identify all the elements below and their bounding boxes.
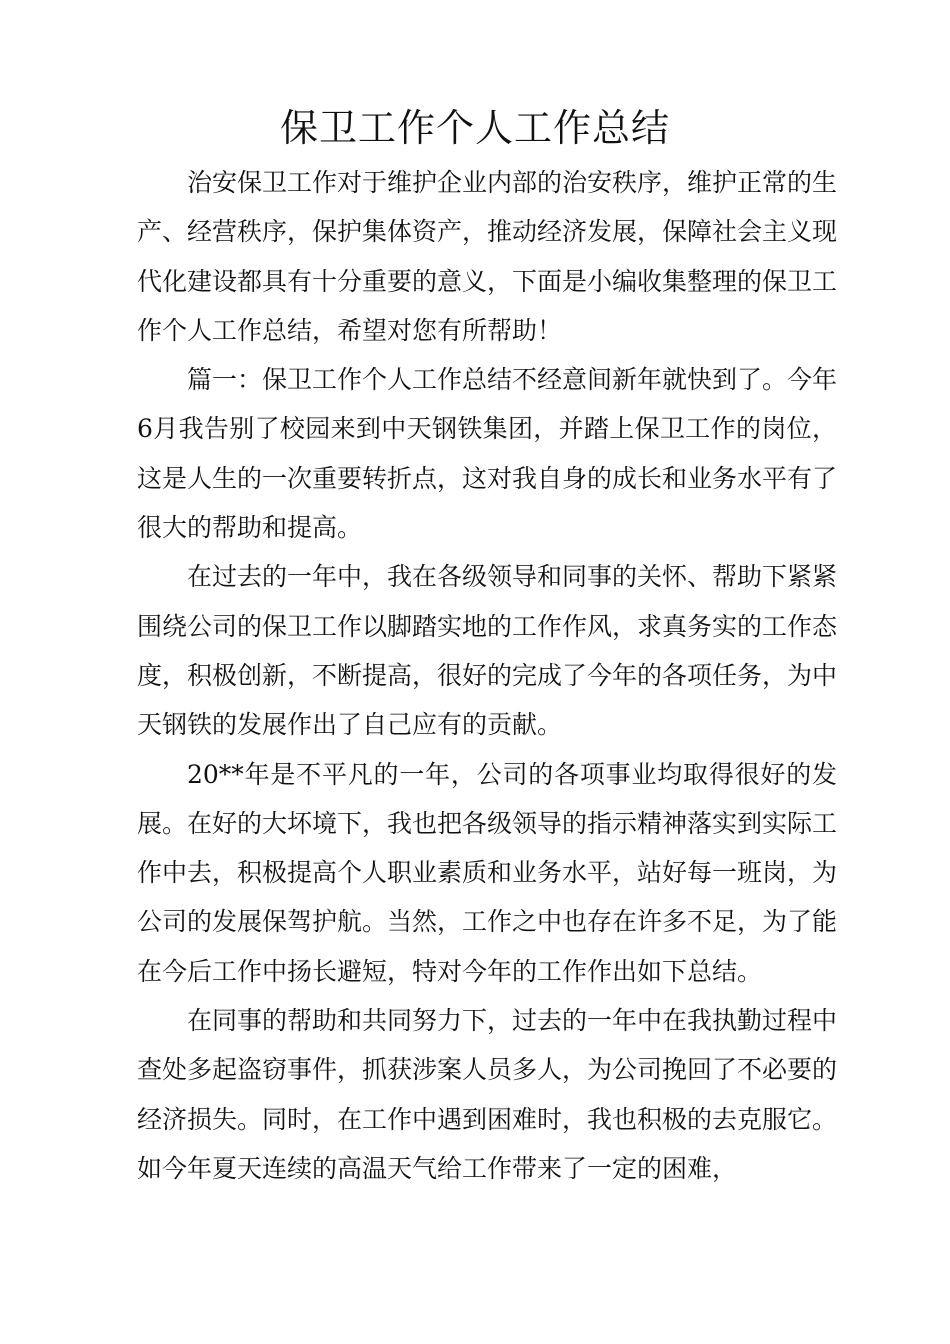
paragraph-past-year: 在过去的一年中，我在各级领导和同事的关怀、帮助下紧紧围绕公司的保卫工作以脚踏实地的工作作风，求真务实的工作态度，积极创新，不断提高，很好的完成了今年的各项任务，为中天钢铁的发展作出了自己应有的贡献。 (137, 562, 838, 740)
document-title: 保卫工作个人工作总结 (279, 106, 670, 150)
paragraph-achievements: 在同事的帮助和共同努力下，过去的一年中在我执勤过程中查处多起盗窃事件，抓获涉案人员多人，为公司挽回了不必要的经济损失。同时，在工作中遇到困难时，我也积极的去克服它。如今年夏天连续的高温天气给工作带来了一定的困难， (137, 1006, 838, 1183)
document-body (137, 158, 837, 1193)
paragraph-part-one: 篇一：保卫工作个人工作总结不经意间新年就快到了。今年6月我告别了校园来到中天钢铁集团，并踏上保卫工作的岗位，这是人生的一次重要转折点，这对我自身的成长和业务水平有了很大的帮助和提高。 (137, 365, 838, 543)
paragraph-year-summary: 20**年是不平凡的一年，公司的各项事业均取得很好的发展。在好的大坏境下，我也把各级领导的指示精神落实到实际工作中去，积极提高个人职业素质和业务水平，站好每一班岗，为公司的发展保驾护航。当然，工作之中也存在许多不足，为了能在今后工作中扬长避短，特对今年的工作作出如下总结。 (137, 759, 838, 986)
paragraph-intro: 治安保卫工作对于维护企业内部的治安秩序，维护正常的生产、经营秩序，保护集体资产，推动经济发展，保障社会主义现代化建设都具有十分重要的意义，下面是小编收集整理的保卫工作个人工作总结，希望对您有所帮助！ (137, 168, 838, 345)
